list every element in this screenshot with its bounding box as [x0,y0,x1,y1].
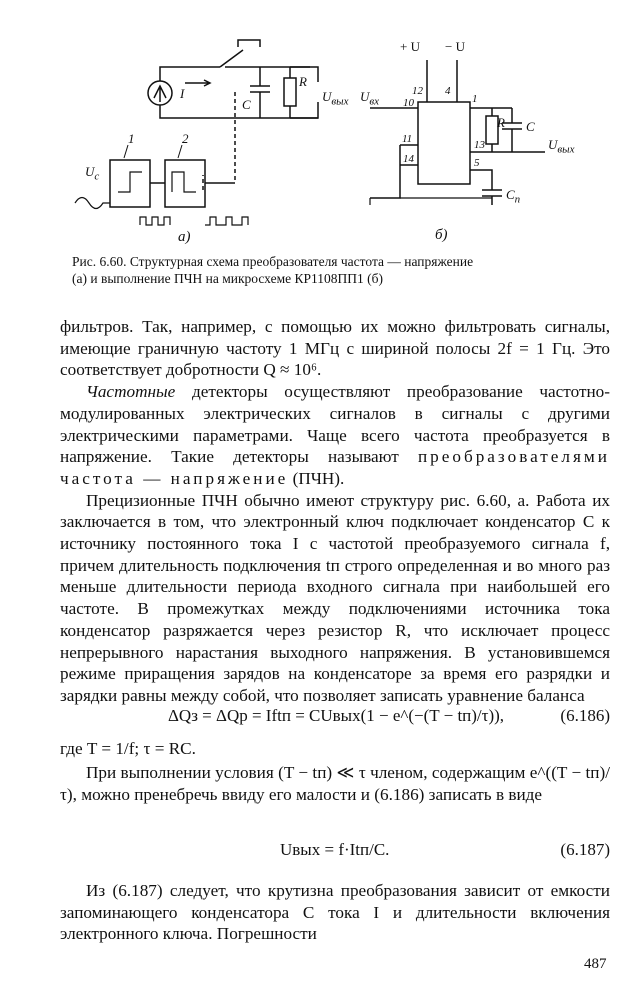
equation-6-187-number: (6.187) [560,840,610,859]
resistor-r-a [284,78,296,106]
label-plus-u: + U [400,39,420,54]
input-sine [75,198,110,209]
caption-line-2: (а) и выполнение ПЧН на микросхеме КР1108ПП1 (б) [72,271,383,286]
term-chastotnye: Частотные [86,382,176,402]
label-b: б) [435,227,448,243]
pulse-wave-2 [205,217,248,225]
circuit-diagrams [60,20,620,250]
label-i: I [180,86,185,101]
paragraph-5: Из (6.187) следует, что крутизна преобразования зависит от емкости запоминающего конденсатора C тока I и длительности включения электронного ключа. Погрешности [60,881,610,944]
figure-caption [72,253,582,287]
label-uvyh-b: $U_{вых}$ [548,137,575,156]
control-dashed-line [203,92,235,190]
label-minus-u: − U [445,39,465,54]
page-number: 487 [584,956,607,972]
wire-a-top-left [160,67,220,81]
label-uvyh-a: $U_{вых}$ [322,89,349,108]
equation-6-186-number: (6.186) [560,706,610,725]
label-uvh: $U_{вх}$ [360,89,380,108]
switch-blade [220,50,243,67]
pin-13: 13 [474,139,485,151]
pin-10: 10 [403,97,414,109]
capacitor-c-a [250,67,270,118]
square-wave-1 [140,217,170,225]
capacitor-cp [470,170,502,205]
pin-14: 14 [403,153,414,165]
label-block2: 2 [182,131,189,146]
block-2 [165,160,205,207]
paragraph-4: При выполнении условия (T − tп) ≪ τ членом, содержащим e^((T − tп)/τ), можно пренебречь ввиду его малости и (6.186) записать в виде [60,763,610,804]
label-c-b: C [526,119,535,134]
chip-kr1108pp1 [418,102,470,184]
where-line [60,738,610,760]
pin-12: 12 [412,85,423,97]
equation-6-186-formula: ΔQз = ΔQр = Iftп = CUвых(1 − e^(−(T − tп)/τ)), [168,706,505,725]
label-a: а) [178,229,191,245]
wire-a-bottom [160,105,318,118]
body-text-top [60,316,610,707]
paragraph-4-block [60,762,610,805]
equation-6-187-formula: Uвых = f·Itп/C. [280,840,390,859]
current-arrow [185,80,210,86]
figure-6-60 [60,20,620,250]
current-source-arrow [154,86,166,102]
label-r-a: R [299,74,307,89]
paragraph-5-block [60,880,610,945]
label-c-a: C [242,97,251,112]
label-r-b: R [497,115,505,130]
switch-contact [238,40,260,47]
capacitor-c-b [502,108,522,152]
label-cp: $C_п$ [506,187,521,206]
paragraph-3: Прецизионные ПЧН обычно имеют структуру рис. 6.60, а. Работа их заключается в том, что электронный ключ подключает конденсатор C к источнику постоянного тока I с частотой преобразуемого сигнала f, причем длительность подключения tп строго определенная и во много раз меньше длительности периода входного сигнала при наибольшей его частоте. В промежутках между подключениями источника тока конденсатор разряжается через резистор R, что исключает процесс непрерывного нарастания выходного напряжения. В установившемся режиме приращения зарядов на конденсаторе за время его разрядки и зарядки равны между собой, что позволяет записать уравнение баланса [60,490,610,705]
paragraph-1: фильтров. Так, например, с помощью их можно фильтровать сигналы, имеющие граничную частоту 1 МГц с шириной полосы 2f = 1 Гц. Это соответствует добротности Q ≈ 10⁶. [60,317,610,380]
term-pchn-spaced: преобразователями частота — напряжение [60,447,610,488]
equation-6-187 [60,840,610,870]
pin-5: 5 [474,157,480,169]
pin-11: 11 [402,133,413,145]
label-uc: $U_c$ [85,164,100,183]
paragraph-2: Частотные детекторы осуществляют преобразование частотно-модулированных электрических сигналов в сигналы с другими электрическими параметрами. Чаще всего частота преобразуется в напряжение. Такие детекторы называют преобразователями частота — напряжение (ПЧН). [60,382,610,488]
pin-4: 4 [445,85,451,97]
where-text: где T = 1/f; τ = RC. [60,739,196,758]
pin-1: 1 [472,93,478,105]
label-block1: 1 [128,131,135,146]
equation-6-186 [60,706,610,732]
caption-line-1: Рис. 6.60. Структурная схема преобразователя частота — напряжение [72,254,474,269]
